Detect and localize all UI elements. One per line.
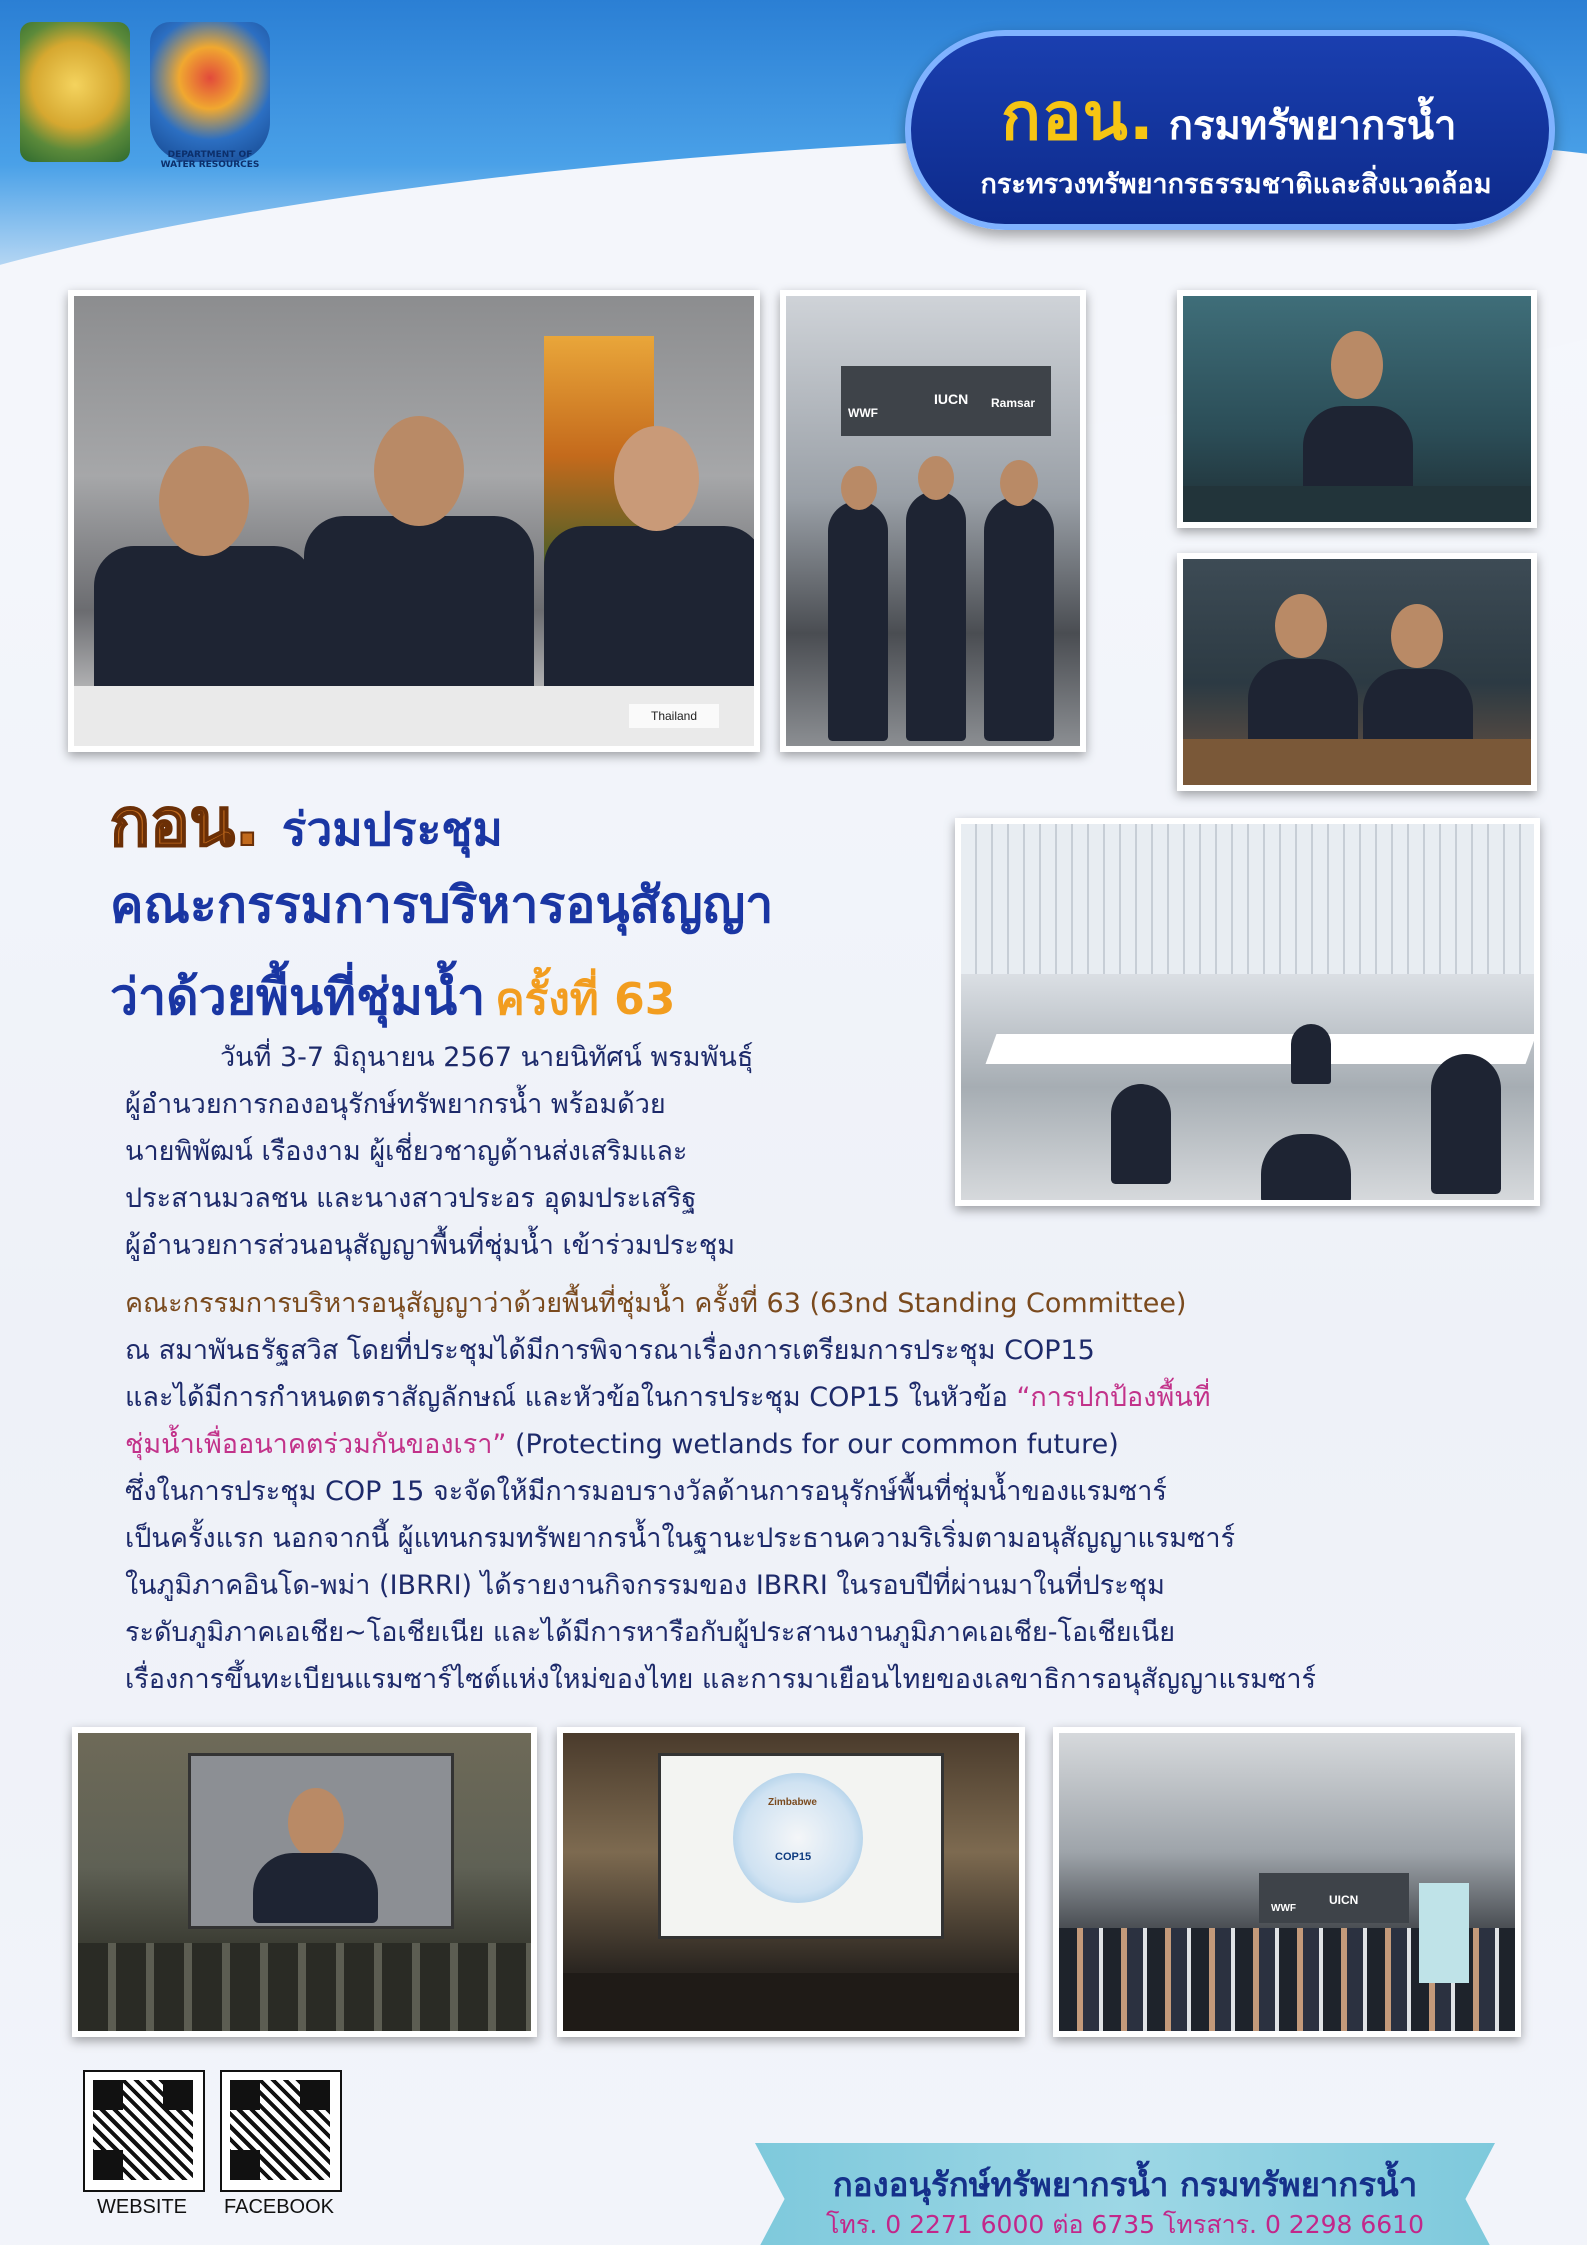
headline-line3-text: ว่าด้วยพื้นที่ชุ่มน้ำ	[110, 968, 486, 1026]
body-intro-paragraph	[125, 1034, 925, 1269]
body-theme-english: (Protecting wetlands for our common future)	[506, 1429, 1119, 1460]
sign-ramsar: Ramsar	[991, 396, 1036, 410]
header-title-pill	[905, 30, 1555, 230]
cop15-logo-sub: Zimbabwe	[768, 1797, 817, 1808]
photo-group-at-headquarters	[1053, 1727, 1521, 2037]
photo-delegates-seated	[68, 290, 760, 752]
body-line-text: และได้มีการกำหนดตราสัญลักษณ์ และหัวข้อในการประชุม COP15 ในหัวข้อ	[125, 1382, 1017, 1413]
headline-meeting-number: ครั้งที่ 63	[495, 974, 676, 1025]
headline-abbr: กอน.	[110, 784, 260, 861]
body-line: ในภูมิภาคอินโด-พม่า (IBRRI) ได้รายงานกิจกรรมของ IBRRI ในรอบปีที่ผ่านมาในที่ประชุม	[125, 1570, 1165, 1601]
body-committee-line: คณะกรรมการบริหารอนุสัญญาว่าด้วยพื้นที่ชุ่มน้ำ ครั้งที่ 63 (63nd Standing Committee)	[125, 1288, 1187, 1319]
group-sign-wwf: WWF	[1271, 1903, 1296, 1914]
body-line: ซึ่งในการประชุม COP 15 จะจัดให้มีการมอบรางวัลด้านการอนุรักษ์พื้นที่ชุ่มน้ำของแรมซาร์	[125, 1476, 1167, 1507]
footer-contact: โทร. 0 2271 6000 ต่อ 6735 โทรสาร. 0 2298 6610	[826, 2210, 1424, 2239]
body-intro-line: ผู้อำนวยการส่วนอนุสัญญาพื้นที่ชุ่มน้ำ เข้าร่วมประชุม	[125, 1230, 736, 1261]
sign-iucn: IUCN	[934, 391, 969, 407]
photo-two-delegates	[1177, 553, 1537, 791]
footer-organization: กองอนุรักษ์ทรัพยากรน้ำ กรมทรัพยากรน้ำ	[832, 2165, 1418, 2204]
body-line	[125, 1374, 1490, 1421]
body-line: ณ สมาพันธรัฐสวิส โดยที่ประชุมได้มีการพิจารณาเรื่องการเตรียมการประชุม COP15	[125, 1335, 1095, 1366]
sign-wwf: WWF	[848, 406, 878, 420]
header-department: กรมทรัพยากรน้ำ	[1168, 103, 1457, 149]
body-intro-line: วันที่ 3-7 มิถุนายน 2567 นายนิทัศน์ พรมพันธุ์	[220, 1042, 754, 1073]
header-abbr: กอน.	[1001, 78, 1155, 155]
body-line: เรื่องการขึ้นทะเบียนแรมซาร์ไซต์แห่งใหม่ของไทย และการมาเยือนไทยของเลขาธิการอนุสัญญาแรมซาร์	[125, 1664, 1317, 1695]
body-line: ระดับภูมิภาคเอเชีย~โอเชียเนีย และได้มีการหารือกับผู้ประสานงานภูมิภาคเอเชีย-โอเชียเนีย	[125, 1617, 1176, 1648]
facebook-qr-code[interactable]	[220, 2070, 342, 2192]
body-intro-line: ประสานมวลชน และนางสาวประอร อุดมประเสริฐ	[125, 1183, 697, 1214]
body-line	[125, 1421, 1490, 1468]
photo-delegate-standing	[1177, 290, 1537, 528]
body-line: เป็นครั้งแรก นอกจากนี้ ผู้แทนกรมทรัพยากรน้ำในฐานะประธานความริเริ่มตามอนุสัญญาแรมซาร์	[125, 1523, 1236, 1554]
website-qr-code[interactable]	[83, 2070, 205, 2192]
cop15-logo-text: COP15	[775, 1851, 812, 1863]
photo-cop15-logo-screen	[557, 1727, 1025, 2037]
department-logo-caption: DEPARTMENT OF WATER RESOURCES	[160, 150, 260, 170]
body-theme-quote-end: ชุ่มน้ำเพื่ออนาคตร่วมกันของเรา”	[125, 1429, 507, 1460]
ministry-logo	[20, 22, 130, 162]
department-logo	[150, 22, 270, 162]
headline-line2: คณะกรรมการบริหารอนุสัญญา	[110, 876, 774, 934]
photo-meeting-room	[955, 818, 1540, 1206]
body-intro-line: นายพิพัฒน์ เรืองงาม ผู้เชี่ยวชาญด้านส่งเสริมและ	[125, 1136, 688, 1167]
headline-line1-rest: ร่วมประชุม	[281, 802, 503, 856]
body-theme-quote-start: “การปกป้องพื้นที่	[1016, 1382, 1211, 1413]
body-intro-line: ผู้อำนวยการกองอนุรักษ์ทรัพยากรน้ำ พร้อมด้วย	[125, 1089, 666, 1120]
group-sign-iucn: UICN	[1329, 1893, 1359, 1907]
photo-wwf-iucn-ramsar-building	[780, 290, 1086, 752]
headline-line3	[110, 958, 675, 1037]
country-placard: Thailand	[629, 704, 719, 728]
headline-line1	[110, 770, 503, 875]
photo-chair-on-screen	[72, 1727, 537, 2037]
header-ministry: กระทรวงทรัพยากรธรรมชาติและสิ่งแวดล้อม	[980, 169, 1492, 200]
cop15-logo	[733, 1773, 863, 1903]
facebook-qr-label: FACEBOOK	[223, 2196, 335, 2218]
header-title-line1	[1001, 64, 1501, 169]
body-main-paragraph	[125, 1280, 1490, 1703]
website-qr-label: WEBSITE	[96, 2196, 187, 2218]
